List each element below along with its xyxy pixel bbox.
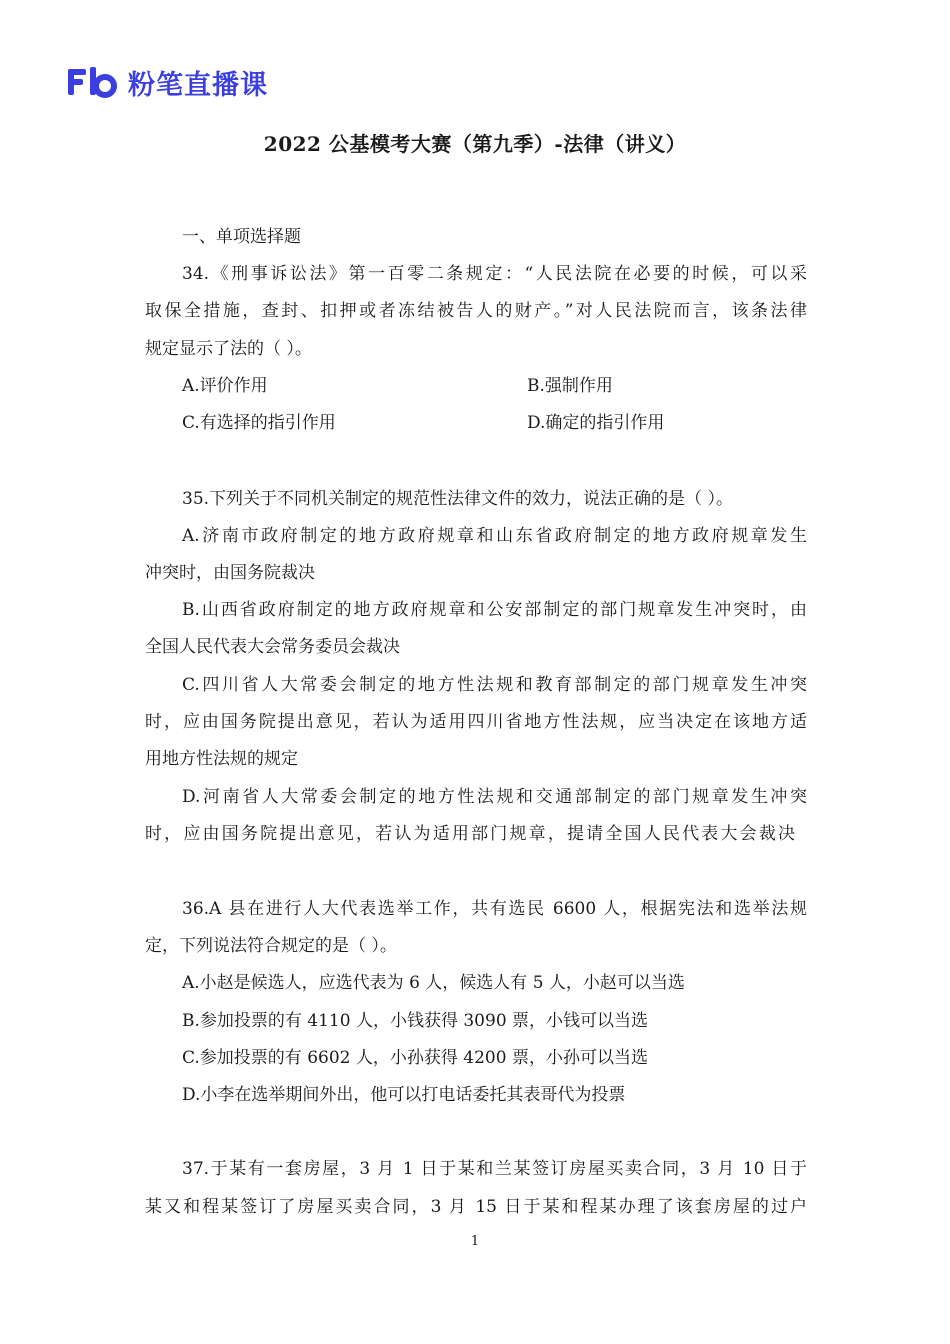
page-number: 1	[470, 1234, 480, 1249]
brand-logo	[66, 62, 268, 102]
q34-stem-line: 取保全措施，查封、扣押或者冻结被告人的财产。”对人民法院而言，该条法律	[145, 301, 807, 321]
fb-logo-icon	[66, 65, 120, 99]
q35-option-c-cont: 时，应由国务院提出意见，若认为适用四川省地方性法规，应当决定在该地方适	[145, 712, 807, 732]
q36-option-a: A.小赵是候选人，应选代表为 6 人，候选人有 5 人，小赵可以当选	[182, 973, 685, 993]
q35-option-a: A.济南市政府制定的地方政府规章和山东省政府制定的地方政府规章发生	[182, 526, 807, 546]
q36-option-b: B.参加投票的有 4110 人，小钱获得 3090 票，小钱可以当选	[182, 1011, 649, 1031]
q35-option-c: C.四川省人大常委会制定的地方性法规和教育部制定的部门规章发生冲突	[182, 675, 807, 695]
brand-name: 粉笔直播课	[128, 69, 268, 101]
q34-option-b: B.强制作用	[527, 376, 613, 396]
q37-stem-line: 某又和程某签订了房屋买卖合同，3 月 15 日于某和程某办理了该套房屋的过户	[145, 1197, 807, 1217]
q34-option-a: A.评价作用	[182, 376, 268, 396]
q34-stem-line: 规定显示了法的（ ）。	[145, 339, 312, 359]
q36-option-c: C.参加投票的有 6602 人，小孙获得 4200 票，小孙可以当选	[182, 1048, 648, 1068]
q34-option-c: C.有选择的指引作用	[182, 413, 336, 433]
q37-stem-line: 37.于某有一套房屋，3 月 1 日于某和兰某签订房屋买卖合同，3 月 10 日于	[182, 1159, 807, 1179]
q36-stem-line: 36.A 县在进行人大代表选举工作，共有选民 6600 人，根据宪法和选举法规	[182, 899, 807, 919]
q36-stem-line: 定，下列说法符合规定的是（ ）。	[145, 936, 397, 956]
document-title: 2022 公基模考大赛（第九季）-法律（讲义）	[263, 132, 687, 156]
q35-option-b: B.山西省政府制定的地方政府规章和公安部制定的部门规章发生冲突时，由	[182, 600, 807, 620]
q36-option-d: D.小李在选举期间外出，他可以打电话委托其表哥代为投票	[182, 1085, 626, 1105]
q35-stem: 35.下列关于不同机关制定的规范性法律文件的效力，说法正确的是（ ）。	[182, 489, 733, 509]
q35-option-d-cont: 时，应由国务院提出意见，若认为适用部门规章，提请全国人民代表大会裁决	[145, 824, 795, 844]
q35-option-b-cont: 全国人民代表大会常务委员会裁决	[145, 637, 400, 657]
q34-stem-line: 34.《刑事诉讼法》第一百零二条规定：“人民法院在必要的时候，可以采	[182, 264, 807, 284]
q35-option-d: D.河南省人大常委会制定的地方性法规和交通部制定的部门规章发生冲突	[182, 787, 807, 807]
q35-option-c-cont: 用地方性法规的规定	[145, 749, 298, 769]
section-heading: 一、单项选择题	[182, 227, 301, 247]
q34-option-d: D.确定的指引作用	[527, 413, 665, 433]
q35-option-a-cont: 冲突时，由国务院裁决	[145, 563, 315, 583]
